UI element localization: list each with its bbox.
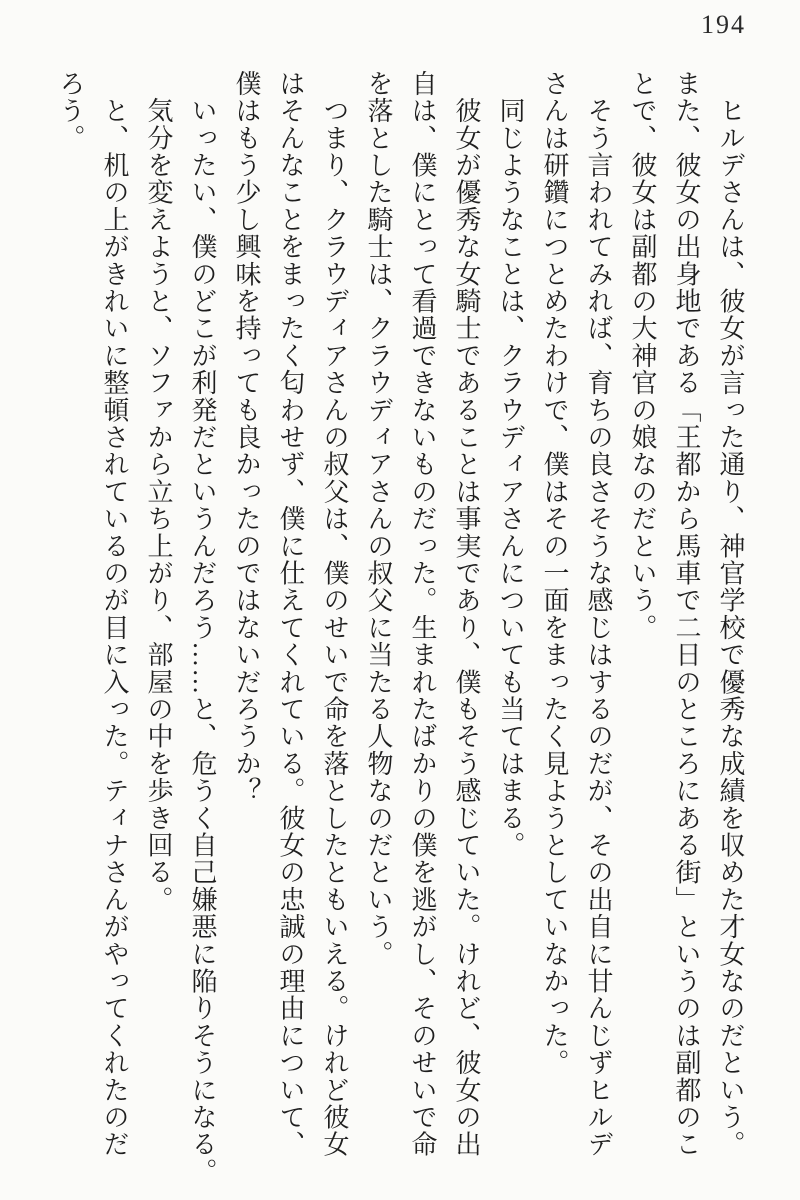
text-column: 僕はもう少し興味を持っても良かったのではないだろうか？ bbox=[232, 70, 261, 805]
text-column: そう言われてみれば、育ちの良さそうな感じはするのだが、その出自に甘んじずヒルデ bbox=[584, 70, 613, 1158]
text-column: はそんなことをまったく匂わせず、僕に仕えてくれている。彼女の忠誠の理由について、 bbox=[276, 70, 305, 1158]
text-column: を落とした騎士は、クラウディアさんの叔父に当たる人物なのだという。 bbox=[364, 70, 393, 968]
text-column: また、彼女の出身地である「王都から馬車で二日のところにある街」というのは副都のこ bbox=[672, 70, 701, 1158]
text-column: ろう。 bbox=[56, 70, 85, 152]
text-column: 彼女が優秀な女騎士であることは事実であり、僕もそう感じていた。けれど、彼女の出 bbox=[452, 70, 481, 1158]
vertical-text-block bbox=[56, 70, 744, 1195]
text-column: ヒルデさんは、彼女が言った通り、神官学校で優秀な成績を収めた才女なのだという。 bbox=[716, 70, 745, 1158]
page-number: 194 bbox=[701, 10, 746, 39]
text-column: 気分を変えようと、ソファから立ち上がり、部屋の中を歩き回る。 bbox=[144, 70, 173, 914]
text-column: つまり、クラウディアさんの叔父は、僕のせいで命を落としたともいえる。けれど彼女 bbox=[320, 70, 349, 1158]
text-column: とで、彼女は副都の大神官の娘なのだという。 bbox=[628, 70, 657, 642]
text-column: さんは研鑽につとめたわけで、僕はその一面をまったく見ようとしていなかった。 bbox=[540, 70, 569, 1077]
text-column: と、机の上がきれいに整頓されているのが目に入った。ティナさんがやってくれたのだ bbox=[100, 70, 129, 1158]
text-column: 同じようなことは、クラウディアさんについても当てはまる。 bbox=[496, 70, 525, 859]
text-column: 自は、僕にとって看過できないものだった。生まれたばかりの僕を逃がし、そのせいで命 bbox=[408, 70, 437, 1158]
text-column: いったい、僕のどこが利発だというんだろう……と、危うく自己嫌悪に陥りそうになる。 bbox=[188, 70, 217, 1186]
